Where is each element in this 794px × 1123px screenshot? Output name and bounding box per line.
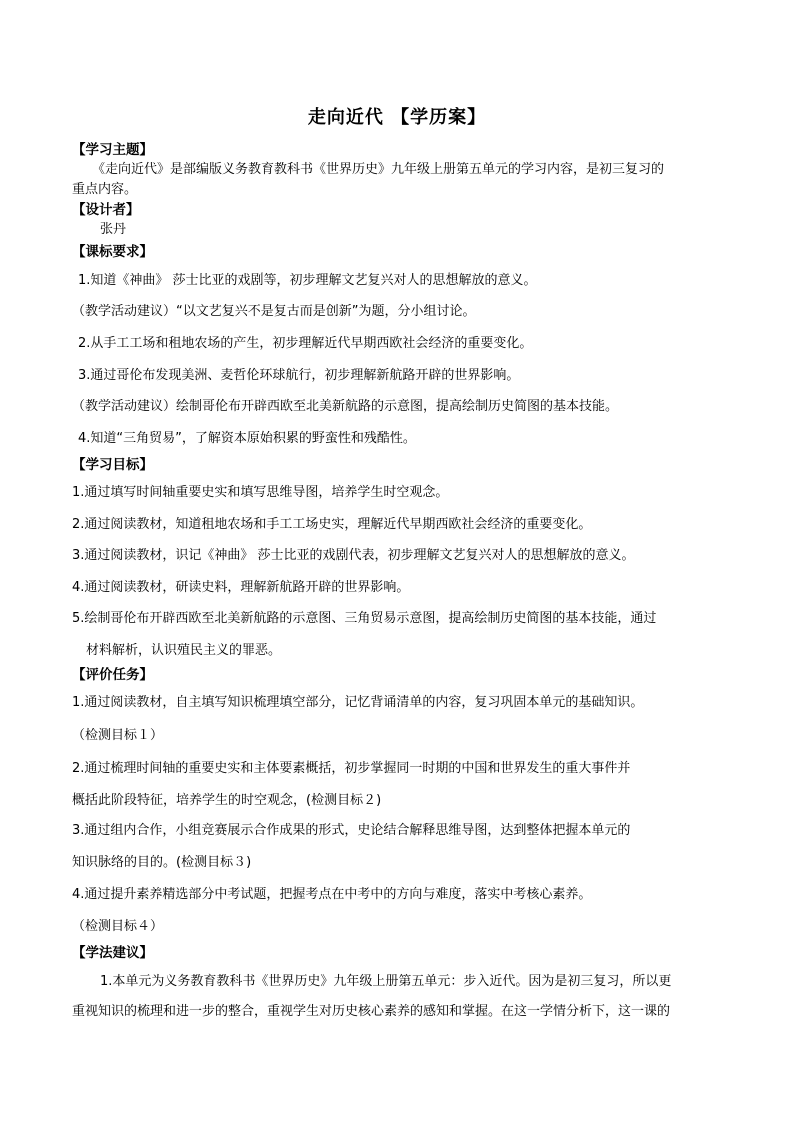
document-title: 走向近代 【学历案】 xyxy=(307,107,487,128)
objectives-line-4: 4.通过阅读教材，研读史料，理解新航路开辟的世界影响。 xyxy=(72,580,410,595)
objectives-line-2: 2.通过阅读教材，知道租地农场和手工工场史实，理解近代早期西欧社会经济的重要变化。 xyxy=(72,517,592,532)
designer-heading: 【设计者】 xyxy=(72,202,140,218)
objectives-heading: 【学习目标】 xyxy=(72,457,153,473)
tasks-line-3: 2.通过梳理时间轴的重要史实和主体要素概括，初步掌握同一时期的中国和世界发生的重大事件并 xyxy=(72,761,631,776)
objectives-line-5: 5.绘制哥伦布开辟西欧至北美新航路的示意图、三角贸易示意图，提高绘制历史简图的基本技能，通过 xyxy=(72,611,657,626)
theme-line-1: 《走向近代》是部编版义务教育教科书《世界历史》九年级上册第五单元的学习内容，是初三复习的 xyxy=(92,162,665,177)
tasks-line-5: 3.通过组内合作，小组竞赛展示合作成果的形式，史论结合解释思维导图，达到整体把握本单元的 xyxy=(72,823,631,838)
standards-line-1: 1.知道《神曲》 莎士比亚的戏剧等，初步理解文艺复兴对人的思想解放的意义。 xyxy=(78,273,537,288)
tasks-heading: 【评价任务】 xyxy=(72,667,153,683)
tasks-line-4: 概括此阶段特征，培养学生的时空观念，(检测目标２) xyxy=(72,793,382,808)
designer-name: 张丹 xyxy=(100,222,127,237)
methods-line-1: 1.本单元为义务教育教科书《世界历史》九年级上册第五单元：步入近代。因为是初三复习，所以更 xyxy=(100,974,672,989)
standards-line-4: 3.通过哥伦布发现美洲、麦哲伦环球航行，初步理解新航路开辟的世界影响。 xyxy=(78,368,520,383)
standards-line-5: （教学活动建议）绘制哥伦布开辟西欧至北美新航路的示意图，提高绘制历史简图的基本技能。 xyxy=(72,399,619,414)
tasks-line-1: 1.通过阅读教材，自主填写知识梳理填空部分，记忆背诵清单的内容，复习巩固本单元的基础知识。 xyxy=(72,695,644,710)
methods-line-2: 重视知识的梳理和进一步的整合，重视学生对历史核心素养的感知和掌握。在这一学情分析下，这一课的 xyxy=(72,1004,671,1019)
methods-heading: 【学法建议】 xyxy=(72,945,153,961)
tasks-line-8: （检测目标４） xyxy=(72,919,164,934)
theme-heading: 【学习主题】 xyxy=(72,142,153,158)
objectives-line-6: 材料解析，认识殖民主义的罪恶。 xyxy=(86,643,282,658)
standards-line-3: 2.从手工工场和租地农场的产生，初步理解近代早期西欧社会经济的重要变化。 xyxy=(78,336,533,351)
standards-line-6: 4.知道“三角贸易”，了解资本原始积累的野蛮性和残酷性。 xyxy=(78,431,416,446)
objectives-line-3: 3.通过阅读教材，识记《神曲》 莎士比亚的戏剧代表，初步理解文艺复兴对人的思想解放的意义。 xyxy=(72,548,635,563)
objectives-line-1: 1.通过填写时间轴重要史实和填写思维导图，培养学生时空观念。 xyxy=(72,485,449,500)
tasks-line-7: 4.通过提升素养精选部分中考试题，把握考点在中考中的方向与难度，落实中考核心素养。 xyxy=(72,887,592,902)
standards-line-2: （教学活动建议）“以文艺复兴不是复古而是创新”为题，分小组讨论。 xyxy=(72,304,476,319)
standards-heading: 【课标要求】 xyxy=(72,244,153,260)
tasks-line-6: 知识脉络的目的。(检测目标３) xyxy=(72,855,252,870)
tasks-line-2: （检测目标１） xyxy=(72,728,164,743)
theme-line-2: 重点内容。 xyxy=(72,182,138,197)
